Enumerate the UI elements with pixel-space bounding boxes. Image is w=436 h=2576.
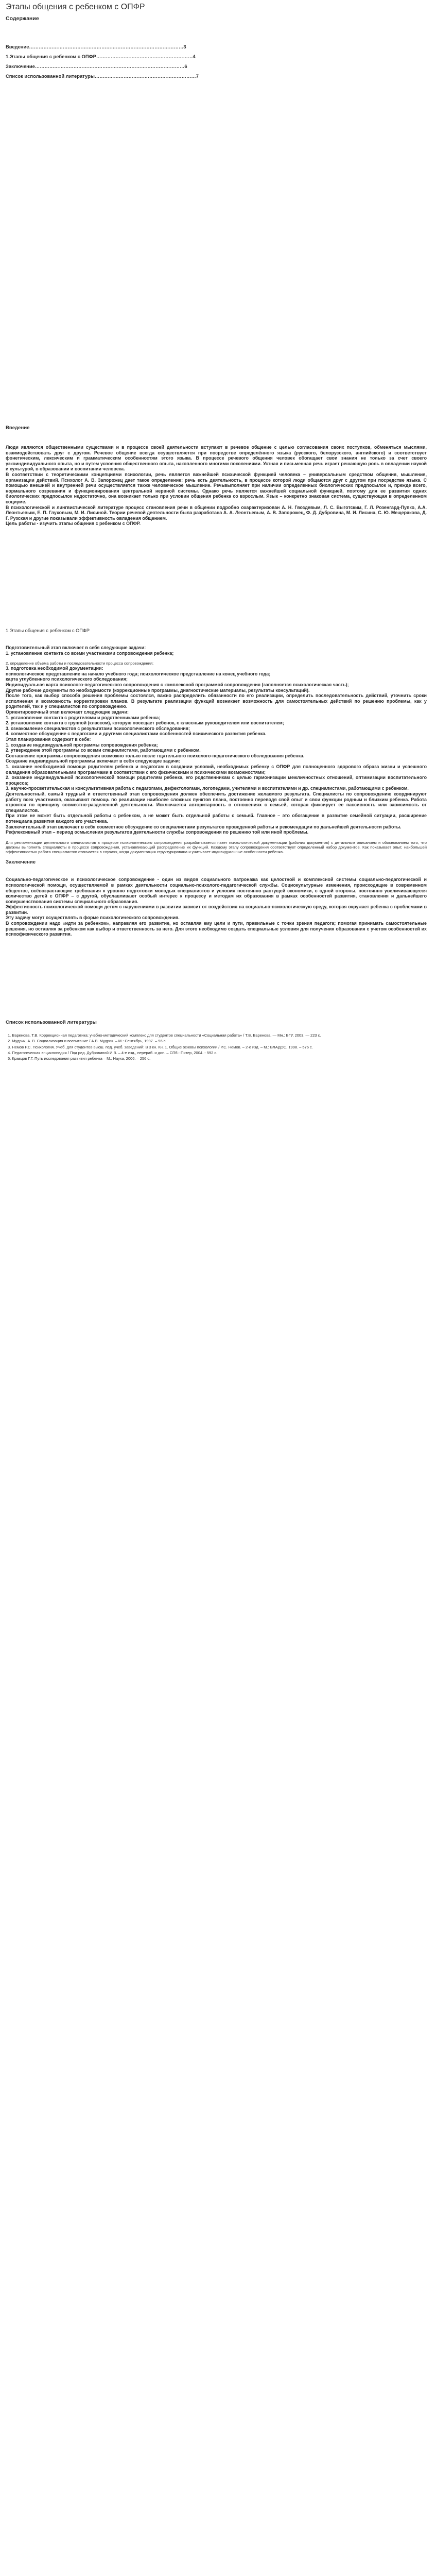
chapter-paragraph: Рефлексивный этап – период осмысления результатов деятельности службы сопровождения по решению той или иной проблемы. — [6, 829, 309, 835]
bibliography-item: 2. Мудрик, А. В. Социализация и воспитание / А.В. Мудрик. – М.: Сентябрь, 1997. – 96 с. — [8, 1039, 167, 1044]
chapter-paragraph: 2. определение объема работы и последовательности процесса сопровождения; — [6, 661, 154, 666]
chapter-paragraph: Создание индивидуальной программы включает в себя следующие задачи: — [6, 758, 180, 764]
bibliography-section — [6, 1020, 427, 1061]
conclusion-body — [6, 877, 427, 937]
toc-entry-chapter-1[interactable]: 1.Этапы общения с ребенком с ОПФР……………………………………………………4 — [6, 54, 196, 59]
chapter-paragraph: Для регламентации деятельности специалистов в процессе психологического сопровождения разрабатывается пакет психологической документации (рабочих документов) с детальным описанием и обоснованием того, что должны выполнять специалисты в процессе сопровождения, устанавливающий распределение их функций. Каждому этапу сопровождения соответствует определенный набор документов. Как показывает опыт, наибольшей эффективностью работа специалистов отличается в случаях, когда документация структурирована и учитывает индивидуальные особенности ребенка. — [6, 840, 427, 855]
chapter-paragraph: Деятельностный, самый трудный и ответственный этап сопровождения должен обеспечить достижение желаемого результата. Специалисты по сопровождению координируют работу всех участников, оказывают помощь по реализации наиболее сложных пунктов плана, постоянно переводя свой опыт и свои функции родным и близким ребенка. Работа строится по принципу совместно-разделенной деятельности. Исключается авторитарность в отношениях с семьей, которая фиксирует ее пассивность или зависимость от специалистов. — [6, 791, 427, 813]
chapter-paragraph: 3. научно-просветительская и консультативная работа с педагогами, дефектологами, логопедами, учителями и воспитателями и др. специалистами, работающими с ребенком. — [6, 786, 409, 791]
introduction-paragraph: Люди являются общественными существами и в процессе своей деятельности вступают в речевое общение с целью согласования своих поступков, обменяться мыслями, взаимодействовать друг с другом. Речевое общение всегда осуществляется при посредстве определённого языка (русского, белорусского, английского) и соответствует фонетическим, лексическим и грамматическим особенностям этого языка. В процессе речевого общения человек обогащает свои знания не только за счет своего узкоиндивидуального опыта, но и путем усвоения общественного опыта, накопленного многими поколениями. Устная и письменная речь играет решающую роль в овладении наукой и культурой, в образовании и воспитании человека. — [6, 445, 427, 472]
blank-space — [6, 81, 427, 425]
blank-space — [6, 937, 427, 1020]
conclusion-heading: Заключение — [6, 859, 36, 866]
chapter-paragraph: Этап планирования содержит в себе: — [6, 737, 91, 742]
chapter-heading: 1.Этапы общения с ребенком с ОПФР — [6, 628, 90, 633]
chapter-paragraph: 4. совместное обсуждение с педагогами и другими специалистами особенностей психического развития ребенка. — [6, 731, 267, 737]
bibliography-list — [6, 1033, 427, 1061]
toc-entry-introduction[interactable]: Введение……………………………………………………………………………………3 — [6, 44, 186, 49]
bibliography-item: 3. Немов Р.С. Психология. Учеб. для студентов высш. пед. учеб. заведений: В 3 кн. Кн. 1. Общие основы психологии / Р.С. Немов. – 2-е изд. – М.: ВЛАДОС, 1998. – 576 с. — [8, 1044, 313, 1049]
introduction-heading: Введение — [6, 425, 30, 431]
chapter-paragraph: карта углубленного психологического обследования; — [6, 676, 128, 682]
chapter-paragraph: После того, как выбор способа решения проблемы состоялся, важно распределить обязанности по его реализации, определить последовательность действий, уточнить сроки исполнения и возможность корректировки планов. В результате реализации функций возникает возможность для самостоятельных действий по решению проблемы, как у родителей, так и у специалистов по сопровождению. — [6, 693, 427, 709]
chapter-paragraph: 1. создание индивидуальной программы сопровождения ребенка; — [6, 742, 158, 748]
page-title: Этапы общения с ребенком с ОПФР — [6, 3, 145, 11]
toc-entry-conclusion[interactable]: Заключение…………………………………………………………………………………6 — [6, 63, 187, 69]
chapter-paragraph: 3. ознакомление специалистов с результатами психологического обследования; — [6, 725, 190, 731]
chapter-paragraph: Индивидуальная карта психолого-педагогического сопровождения с комплексной программой сопровождения (заполняется психологическая часть); — [6, 682, 349, 688]
toc-heading: Содержание — [6, 15, 39, 22]
introduction-body — [6, 445, 427, 527]
conclusion-paragraph: Эффективность психологической помощи детям с нарушениями в развитии зависит от воздействия на социально-психологическую среду, которая окружает ребенка с проблемами в развитии. — [6, 904, 427, 915]
chapter-paragraph: Составление программы сопровождения возможно только после тщательного психолого-педагогического обследования ребенка. — [6, 753, 305, 758]
conclusion-paragraph: В сопровождении надо «идти за ребенком», направляя его развитие, но оставляя ему цели и пути, правильные с точки зрения педагога; помогая принимать самостоятельные решения, но оставляя за ребенком как выбор и ответственность за него. Для этого необходимо создать специальные условия для получения образования с учетом особенностей их психофизического развития. — [6, 921, 427, 937]
introduction-paragraph: В психологической и лингвистической литературе процесс становления речи в общении подробно охарактеризован А. Н. Гвоздевым, Л. С. Выготским, Г. Л. Розенгард-Пупко, А.А. Леонтьевым, Е. П. Глуховым, М. И. Лисиной. Теории речевой деятельности была разработана А. А. Леонтьевым, А. В. Запорожец, Ф. Д. Дубровина, М. И. Лисина, С. Ю. Мещерякова, Д. Г. Рузская и другие показывали эффективность овладения общением. — [6, 504, 427, 521]
paragraph-spacer — [6, 835, 427, 840]
chapter-paragraph: Другие рабочие документы по необходимости (коррекционные программы, диагностические материалы, результаты консультаций). — [6, 687, 310, 693]
paragraph-spacer — [6, 656, 427, 661]
conclusion-paragraph: Социально-педагогическое и психологическое сопровождение - один из видов социального патронажа как целостной и комплексной системы социально-педагогической и психологической помощи, осуществляемой в рамках деятельности социально-психолого-педагогической службы. Социокультурные изменения, происходящие в современном обществе, всёвозрастающие требования к уровню подготовки молодых специалистов и условия постоянно растущей экономики, с одной стороны, постоянно увеличивающееся количество детей с ОПФР – с другой, обуславливают особый интерес к процессу и методам их образования в рамках особенностей развития, становления и дальнейшего совершенствования системы специального образования. — [6, 877, 427, 904]
introduction-paragraph: Цель работы - изучить этапы общения с ребенком с ОПФР. — [6, 521, 141, 527]
bibliography-item: 5. Кравцов Г.Г. Путь исследования развития ребенка – М.: Наука, 2006. – 256 с. — [8, 1056, 151, 1061]
chapter-body — [6, 645, 427, 854]
chapter-paragraph: 1. установление контакта с родителями и родственниками ребенка; — [6, 715, 161, 720]
chapter-paragraph: Заключительный этап включает в себя совместное обсуждение со специалистами результатов проведенной работы и рекомендации по дальнейшей деятельности работы. — [6, 824, 402, 829]
chapter-section — [6, 628, 427, 854]
chapter-paragraph: 2. установление контакта с группой (классом), которую посещает ребенок, с классным руководителем или воспитателем; — [6, 720, 284, 726]
introduction-paragraph: В соответствии с теоретическими концепциями психологии, речь является важнейшей психической функцией человека – универсальным средством общения, мышления, организации действий. Психолог А. В. Запорожец дает такое определение: речь есть деятельность, в процессе которой люди общаются друг с другом при посредстве языка. С помощью внешней и внутренней речи осуществляется также человеческое мышление. Речьвыполняет при наличии определенных биологических предпосылок и, прежде всего, нормального созревания и функционирования центральной нервной системы. Однако речь является важнейшей социальной функцией, поэтому для ее развития одних биологических предпосылок недостаточно, она возникает только при условии общения ребенка со взрослым. Язык – конкретно знаковая система, существующая в определенном социуме. — [6, 471, 427, 504]
toc-entry-bibliography[interactable]: Список использованной литературы………………………………………………………7 — [6, 73, 199, 79]
conclusion-paragraph: Эту задачу могут осуществлять в форме психологического сопровождения. — [6, 915, 180, 921]
chapter-paragraph: 1. установление контакта со всеми участниками сопровождения ребенка; — [6, 650, 174, 656]
bibliography-item: 1. Варенова, Т.В. Коррекционная педагогика: учебно-методический комплекс для студентов специальности «Социальная работа» / Т.В. Варенова. — Мн.: БГУ, 2003. — 223 с. — [8, 1032, 321, 1038]
conclusion-section — [6, 859, 427, 937]
chapter-paragraph: 2. оказание индивидуальной психологической помощи родителям ребенка, его родственникам с целью гармонизации межличностных отношений, оптимизации воспитательного процесса; — [6, 775, 427, 786]
chapter-paragraph: психологическое представление на начало учебного года; психологическое представление на конец учебного года; — [6, 671, 271, 676]
chapter-paragraph: 3. подготовка необходимой документации: — [6, 666, 103, 671]
bibliography-item: 4. Педагогическая энциклопедия / Под ред. Дубровиной И.В. – 4-е изд., перераб. и доп. – СПб.: Питер, 2004. - 592 с. — [8, 1050, 218, 1056]
bibliography-heading: Список использованной литературы — [6, 1019, 97, 1025]
chapter-paragraph: При этом не может быть отдельной работы с ребенком, а не может быть отдельной работы с семьей. Главное – это обогащение в развитие семейной ситуации, расширение потенциала развития каждого его участника. — [6, 813, 427, 824]
blank-space — [6, 527, 427, 628]
chapter-paragraph: Подготовительный этап включает в себя следующие задачи: — [6, 645, 146, 650]
chapter-paragraph: 1. оказание необходимой помощи родителям ребенка и педагогам в создании условий, необходимых ребенку с ОПФР для полноценного здорового образа жизни и успешного овладения образовательными программами в соответствии с его физическими и психическими возможностями; — [6, 764, 427, 775]
chapter-paragraph: Ориентировочный этап включает следующие задачи: — [6, 709, 129, 715]
chapter-paragraph: 2. утверждение этой программы со всеми специалистами, работающими с ребенком. — [6, 748, 201, 753]
table-of-contents — [6, 42, 427, 81]
introduction-section — [6, 425, 427, 527]
